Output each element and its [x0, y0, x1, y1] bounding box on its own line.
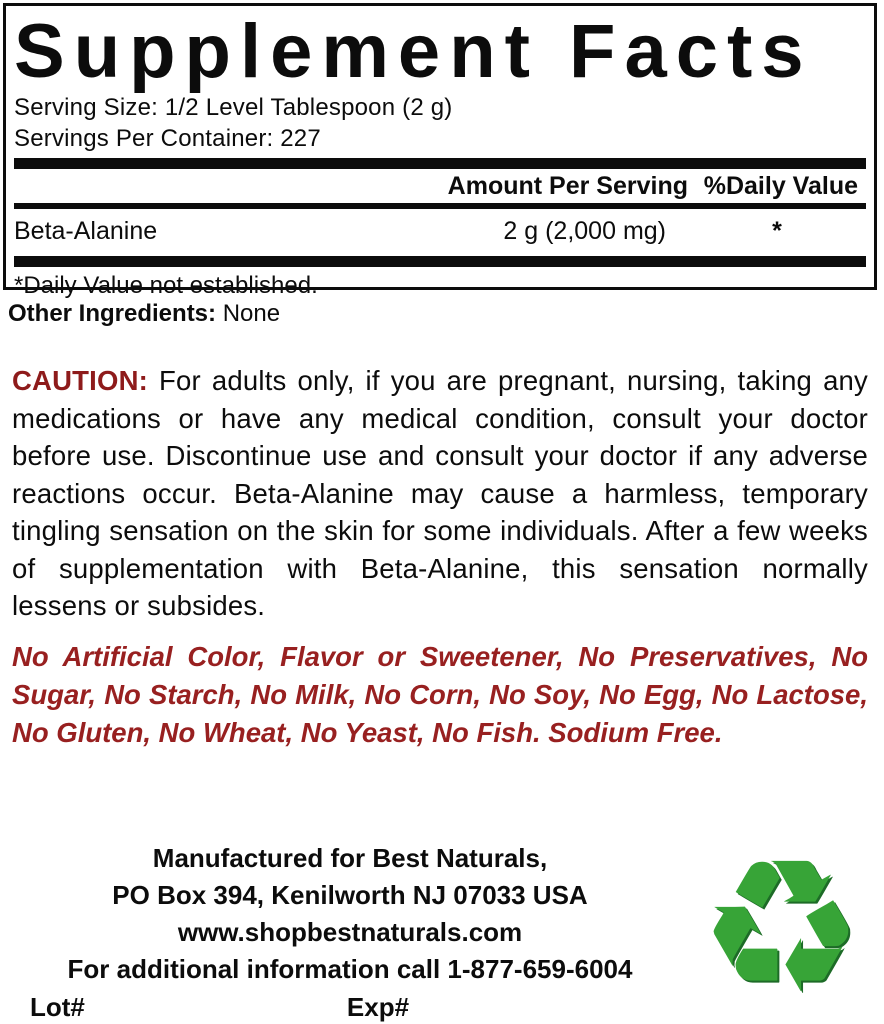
lot-label: Lot# — [30, 992, 85, 1022]
website-line: www.shopbestnaturals.com — [177, 917, 523, 947]
claims-paragraph: No Artificial Color, Flavor or Sweetener, No Preservatives, No Sugar, No Starch, No Milk, No Corn, No Soy, No Egg, No Lactose, No Gluten, No Wheat, No Yeast, No Fish. Sodium Free. — [12, 641, 868, 748]
lot-exp-row — [30, 989, 670, 1024]
other-ingredients-label: Other Ingredients: — [8, 300, 217, 327]
manufacturer-block — [30, 840, 670, 1024]
other-ingredients — [8, 300, 280, 328]
servings-per-container: Servings Per Container: 227 — [14, 125, 321, 152]
caution-label: CAUTION: — [12, 365, 149, 396]
exp-label: Exp# — [346, 992, 410, 1022]
address-line: PO Box 394, Kenilworth NJ 07033 USA — [112, 880, 588, 910]
divider-bar-thick-bottom — [14, 256, 866, 267]
ingredient-daily-value: * — [772, 217, 782, 245]
phone-line: For additional information call 1-877-659-6004 — [67, 954, 633, 984]
panel-title: Supplement Facts — [14, 9, 813, 94]
ingredient-amount: 2 g (2,000 mg) — [503, 217, 666, 245]
daily-value-footnote: *Daily Value not established. — [14, 272, 318, 299]
facts-header-row — [14, 169, 866, 203]
column-header-amount: Amount Per Serving — [447, 172, 688, 200]
other-ingredients-value: None — [222, 300, 281, 327]
caution-paragraph — [12, 362, 868, 625]
caution-text: For adults only, if you are pregnant, nursing, taking any medications or have any medical condition, consult your doctor before use. Discontinue use and consult your doctor if any adverse reactions occur. Beta-Alanine may cause a harmless, temporary tingling sensation on the skin for some individuals. After a few weeks of supplementation with Beta-Alanine, this sensation normally lessens or subsides. — [12, 365, 869, 621]
manufacturer-line: Manufactured for Best Naturals, — [152, 843, 548, 873]
supplement-facts-panel — [3, 3, 877, 299]
column-header-daily-value: %Daily Value — [703, 172, 858, 200]
divider-bar-thick-top — [14, 158, 866, 169]
recycle-icon: ♻ — [698, 825, 864, 1024]
table-row — [14, 209, 866, 252]
ingredient-name: Beta-Alanine — [14, 217, 158, 245]
serving-size: Serving Size: 1/2 Level Tablespoon (2 g) — [14, 94, 453, 121]
